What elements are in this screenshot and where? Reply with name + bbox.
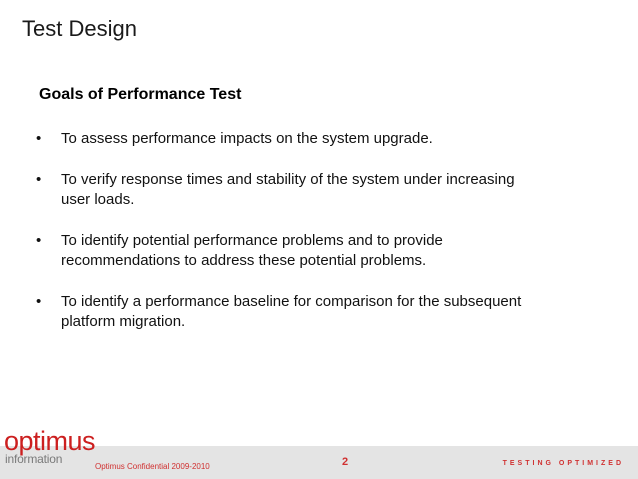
goals-heading: Goals of Performance Test — [39, 86, 242, 103]
bullet-line: platform migration. — [61, 313, 186, 330]
tagline: TESTING OPTIMIZED — [502, 460, 624, 467]
logo-subtext: information — [5, 452, 63, 466]
bullet-marker: • — [36, 232, 42, 249]
bullet-text — [61, 170, 596, 210]
bullet-line: To verify response times and stability of the system under increasing — [61, 171, 515, 188]
bullet-marker: • — [36, 171, 42, 188]
bullet-marker: • — [36, 130, 42, 147]
bullet-line: To assess performance impacts on the system upgrade. — [61, 130, 433, 147]
bullet-item — [36, 292, 596, 332]
bullet-line: user loads. — [61, 191, 135, 208]
page-number: 2 — [342, 456, 349, 468]
confidential-notice: Optimus Confidential 2009-2010 — [95, 462, 210, 471]
slide-title: Test Design — [22, 16, 137, 41]
bullet-item — [36, 129, 596, 149]
bullet-item — [36, 170, 596, 210]
bullet-line: To identify potential performance problems and to provide — [61, 232, 443, 249]
bullet-text — [61, 292, 596, 332]
optimus-logo — [4, 426, 96, 466]
bullet-line: recommendations to address these potential problems. — [61, 252, 427, 269]
bullet-marker: • — [36, 293, 42, 310]
goals-bullet-list — [36, 129, 596, 332]
logo-wordmark: optimus — [4, 426, 96, 456]
bullet-text — [61, 231, 596, 271]
bullet-text — [61, 129, 596, 149]
bullet-item — [36, 231, 596, 271]
bullet-line: To identify a performance baseline for comparison for the subsequent — [61, 293, 522, 310]
